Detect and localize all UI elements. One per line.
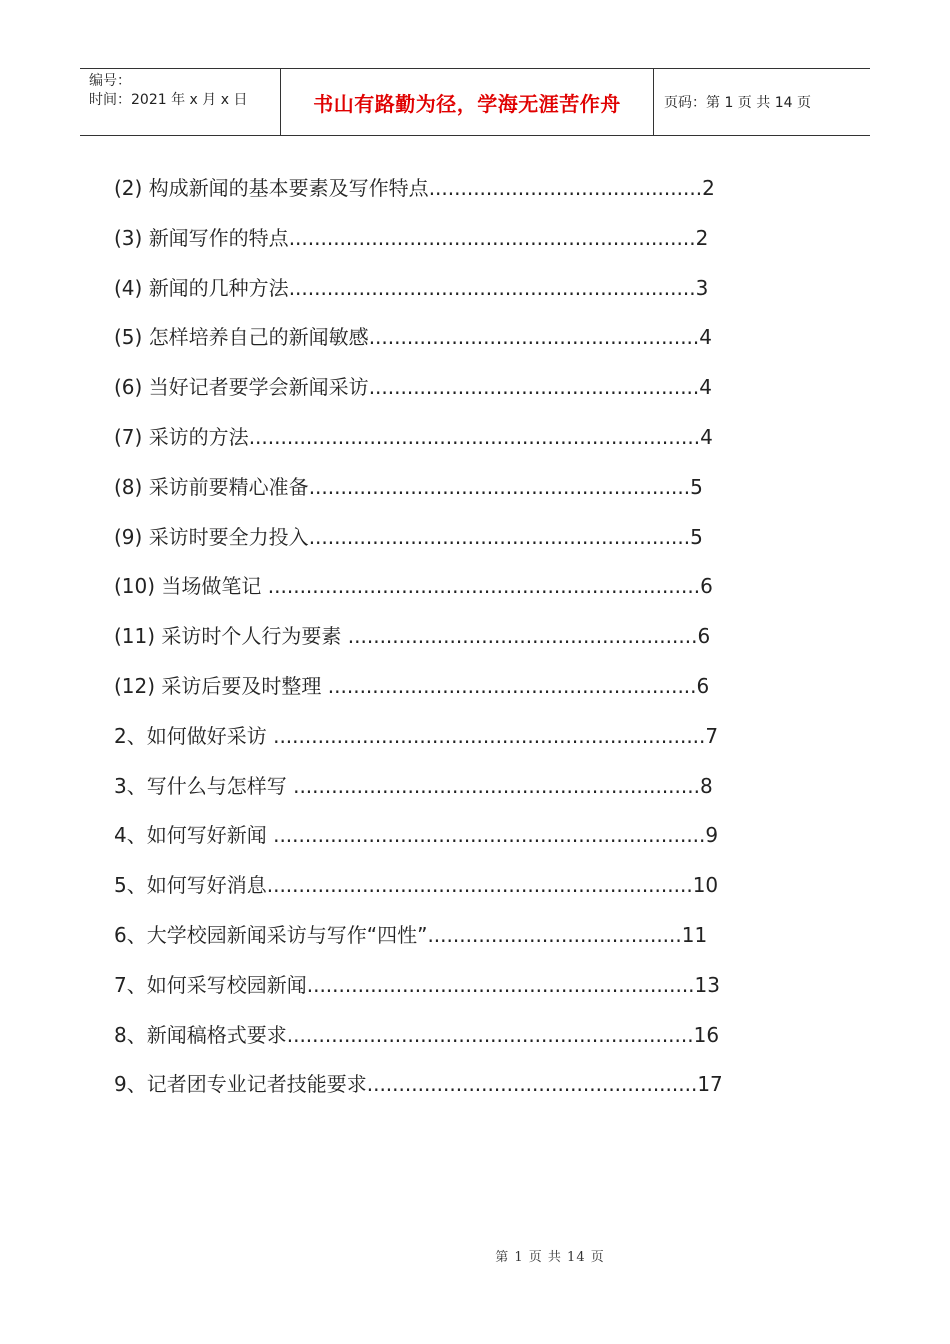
toc-entry-leader: .................................................................... (273, 823, 706, 848)
toc-entry-page: 10 (692, 873, 719, 898)
toc-entry-title: 7、如何采写校园新闻 (114, 972, 307, 997)
toc-entry-page: 9 (705, 823, 719, 848)
toc-entry-page: 13 (694, 972, 720, 997)
toc-entry[interactable] (114, 817, 814, 867)
toc-entry-page: 4 (699, 325, 713, 350)
toc-entry-page: 17 (697, 1072, 723, 1097)
toc-entry[interactable] (114, 469, 814, 519)
toc-entry-leader: ................................................................ (288, 275, 696, 300)
toc-entry-leader: ....................................................................... (248, 424, 701, 449)
toc-entry-page: 3 (695, 275, 709, 300)
toc-entry-leader: .......................................................... (327, 673, 697, 698)
table-of-contents (114, 170, 814, 1116)
toc-entry-page: 2 (702, 176, 715, 200)
toc-entry-title: (5) 怎样培养自己的新闻敏感 (114, 325, 369, 350)
toc-entry[interactable] (114, 419, 814, 469)
toc-entry-title: (7) 采访的方法 (114, 424, 249, 449)
toc-entry[interactable] (114, 270, 814, 320)
toc-entry-page: 16 (693, 1022, 720, 1047)
toc-entry-title: 4、如何写好新闻 (114, 823, 274, 848)
toc-entry[interactable] (114, 917, 814, 967)
toc-entry-page: 6 (697, 624, 711, 649)
toc-entry[interactable] (114, 170, 814, 220)
toc-entry-title: (10) 当场做笔记 (114, 574, 268, 599)
toc-entry[interactable] (114, 1017, 814, 1067)
toc-entry-leader: ................................................................ (288, 225, 696, 250)
toc-entry-title: (2) 构成新闻的基本要素及写作特点 (114, 176, 429, 200)
toc-entry-leader: .................................................... (368, 325, 700, 350)
toc-entry-page: 5 (690, 474, 703, 499)
page-info: 页码：第 1 页 共 14 页 (664, 95, 811, 111)
page-header (80, 68, 870, 136)
toc-entry[interactable] (114, 668, 814, 718)
toc-entry-leader: ........................................... (428, 176, 703, 200)
toc-entry-title: 9、记者团专业记者技能要求 (114, 1072, 367, 1097)
toc-entry-title: 8、新闻稿格式要求 (114, 1022, 287, 1047)
toc-entry[interactable] (114, 618, 814, 668)
toc-entry[interactable] (114, 319, 814, 369)
toc-entry[interactable] (114, 369, 814, 419)
toc-entry-leader: ................................................................ (286, 1022, 694, 1047)
toc-entry-page: 4 (699, 375, 713, 400)
toc-entry[interactable] (114, 718, 814, 768)
toc-entry-title: 6、大学校园新闻采访与写作“四性” (114, 922, 428, 947)
toc-entry-title: (4) 新闻的几种方法 (114, 275, 289, 300)
toc-entry-page: 6 (696, 673, 710, 698)
toc-entry-title: 3、写什么与怎样写 (114, 773, 294, 798)
toc-entry[interactable] (114, 220, 814, 270)
toc-entry-leader: ........................................ (427, 922, 682, 947)
toc-entry-title: (12) 采访后要及时整理 (114, 673, 328, 698)
toc-entry-title: (8) 采访前要精心准备 (114, 474, 309, 499)
toc-entry[interactable] (114, 768, 814, 818)
toc-entry-leader: .................................................... (366, 1072, 698, 1097)
toc-entry[interactable] (114, 568, 814, 618)
toc-entry-page: 2 (695, 225, 709, 250)
toc-entry-page: 11 (681, 922, 708, 947)
toc-entry-leader: ................................................................... (266, 873, 693, 898)
toc-entry[interactable] (114, 1066, 814, 1116)
toc-entry-leader: ............................................................ (308, 474, 691, 499)
toc-entry-title: 5、如何写好消息 (114, 873, 267, 898)
toc-entry-leader: ................................................................ (293, 773, 700, 798)
toc-entry[interactable] (114, 519, 814, 569)
toc-entry-page: 6 (700, 574, 713, 599)
toc-entry-leader: .................................................................... (267, 574, 701, 599)
toc-entry-leader: ............................................................. (306, 972, 695, 997)
toc-entry-title: (6) 当好记者要学会新闻采访 (114, 375, 369, 400)
toc-entry-leader: ....................................................... (347, 624, 698, 649)
toc-entry-leader: .................................................... (368, 375, 700, 400)
toc-entry-page: 5 (690, 524, 703, 549)
motto: 书山有路勤为径，学海无涯苦作舟 (281, 69, 654, 135)
toc-entry-title: 2、如何做好采访 (114, 723, 274, 748)
toc-entry-page: 8 (699, 773, 713, 798)
toc-entry[interactable] (114, 967, 814, 1017)
page-footer: 第 1 页 共 14 页 (495, 1250, 605, 1265)
toc-entry-leader: .................................................................... (273, 723, 706, 748)
header-meta (80, 69, 281, 135)
toc-entry[interactable] (114, 867, 814, 917)
toc-entry-page: 4 (700, 424, 713, 449)
code-label: 编号： (89, 73, 131, 89)
toc-entry-title: (3) 新闻写作的特点 (114, 225, 289, 250)
toc-entry-title: (9) 采访时要全力投入 (114, 524, 309, 549)
toc-entry-leader: ............................................................ (308, 524, 691, 549)
toc-entry-page: 7 (705, 723, 719, 748)
toc-entry-title: (11) 采访时个人行为要素 (114, 624, 348, 649)
date-label: 时间：2021 年 x 月 x 日 (89, 92, 248, 108)
